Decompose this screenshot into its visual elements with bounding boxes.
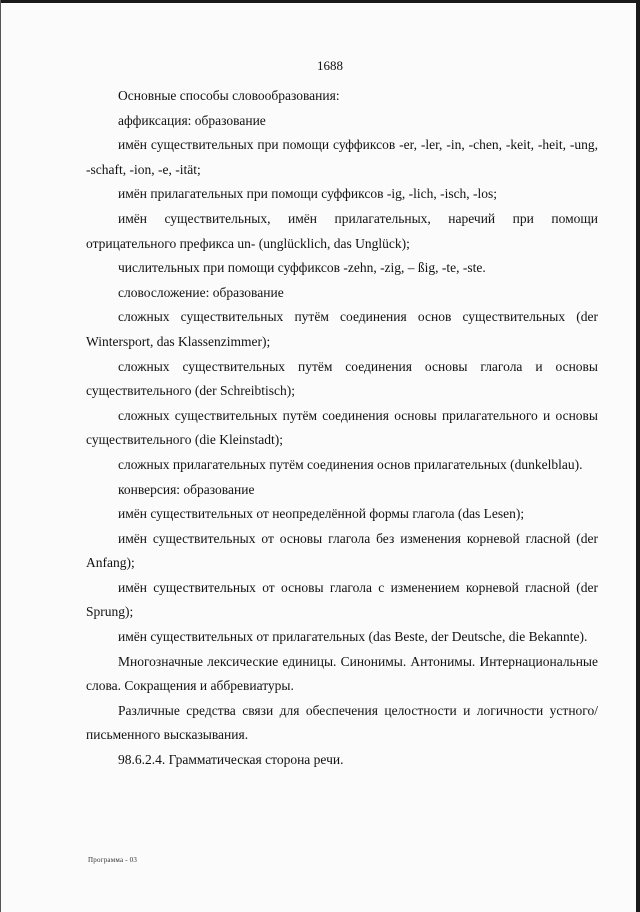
paragraph: Различные средства связи для обеспечения целостности и логичности устного/письменного высказывания. — [86, 702, 598, 743]
paragraph: аффиксация: образование — [118, 112, 266, 128]
paragraph: словосложение: образование — [118, 284, 284, 300]
paragraph: Основные способы словообразования: — [118, 88, 340, 103]
scan-edge-right — [636, 0, 640, 912]
paragraph: сложных существительных путём соединения основы глагола и основы существительного (der Schreibtisch); — [86, 358, 598, 399]
section-heading: 98.6.2.4. Грамматическая сторона речи. — [118, 752, 344, 768]
paragraph: Многозначные лексические единицы. Синонимы. Антонимы. Интернациональные слова. Сокращения и аббревиатуры. — [86, 653, 598, 694]
paragraph: конверсия: образование — [118, 481, 255, 497]
paragraph: числительных при помощи суффиксов -zehn, -zig, – ßig, -te, -ste. — [118, 260, 486, 276]
paragraph: сложных существительных путём соединения основ существительных (der Wintersport, das Klassenzimmer); — [86, 309, 598, 349]
paragraph: имён существительных от основы глагола без изменения корневой гласной (der Anfang); — [86, 530, 598, 571]
page-number: 1688 — [317, 58, 343, 73]
paragraph: сложных существительных путём соединения основы прилагательного и основы существительного (die Kleinstadt); — [86, 407, 598, 448]
document-body — [86, 84, 598, 773]
paragraph: сложных прилагательных путём соединения основ прилагательных (dunkelblau). — [118, 456, 583, 472]
paragraph: имён существительных при помощи суффиксов -er, -ler, -in, -chen, -keit, -heit, -ung, -schaft, -ion, -e, -ität; — [86, 137, 598, 177]
paragraph: имён прилагательных при помощи суффиксов -ig, -lich, -isch, -los; — [118, 186, 498, 202]
paragraph: имён существительных от неопределённой формы глагола (das Lesen); — [118, 506, 525, 522]
paragraph: имён существительных, имён прилагательных, наречий при помощи отрицательного префикса un- (unglücklich, das Unglück); — [86, 210, 598, 251]
paragraph: имён существительных от прилагательных (das Beste, der Deutsche, die Bekannte). — [118, 629, 588, 645]
paragraph: имён существительных от основы глагола с изменением корневой гласной (der Sprung); — [86, 579, 598, 620]
scan-edge-left — [0, 0, 1, 912]
footer-label: Программа - 03 — [88, 856, 138, 864]
scan-edge-top — [0, 0, 640, 3]
